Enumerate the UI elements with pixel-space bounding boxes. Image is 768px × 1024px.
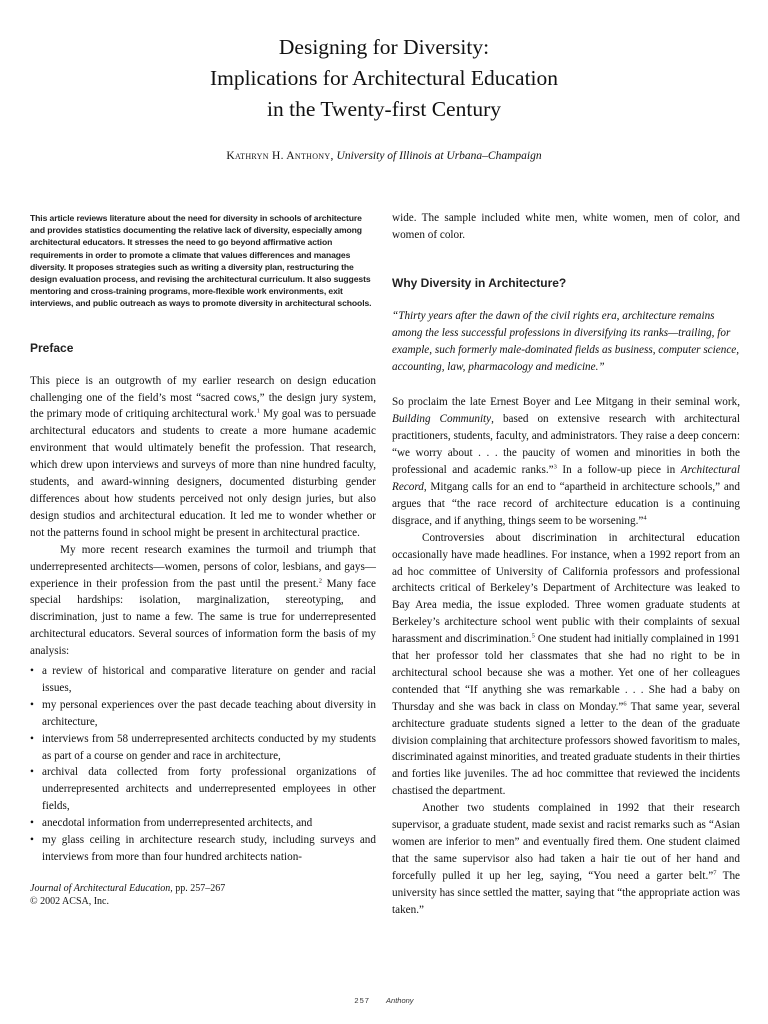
footnote-ref[interactable]: 7 — [713, 869, 717, 877]
list-item-text: interviews from 58 underrepresented architects conducted by my students as part of a course on gender and race in architecture, — [42, 732, 376, 762]
why-p2-text-c: That same year, several architecture graduate students signed a letter to the dean of the graduate division complaining that architecture professors showed favoritism to males, discriminated against minorities, and treated graduate students in their thirties and forties like juveniles. The ad hoc committee that reviewed the incidents chastised the department. — [392, 700, 740, 798]
book-title: Building Community — [392, 413, 492, 426]
continuation-paragraph: wide. The sample included white men, white women, men of color, and women of color. — [392, 212, 740, 241]
list-item-text: archival data collected from forty professional organizations of underrepresented architects and underrepresented employees in other fields, — [42, 766, 376, 813]
footnote-ref[interactable]: 5 — [531, 632, 535, 640]
magazine-title: Architectural Record — [392, 464, 740, 493]
why-paragraph-1 — [392, 394, 740, 529]
preface-p2-text: My more recent research examines the turmoil and triumph that underrepresented architects—women, persons of color, lesbians, and gays—experience in their profession from the past until the present. — [30, 543, 376, 590]
title-line-1: Designing for Diversity: — [278, 35, 490, 59]
bullet-icon: • — [30, 732, 34, 745]
why-p1-text-b: , based on extensive research with architectural practitioners, students, faculty, and administrators. They raise a deep concern: “we worry about . . . the paucity of women and minorities in both the professional and academic ranks.” — [392, 413, 740, 477]
bullet-icon: • — [30, 817, 34, 830]
footnote-ref[interactable]: 3 — [553, 463, 557, 471]
right-column — [392, 212, 740, 919]
author-line — [0, 150, 768, 162]
why-paragraph-3 — [392, 800, 740, 918]
list-item-text: anecdotal information from underrepresented architects, and — [42, 817, 313, 830]
list-item — [30, 663, 376, 697]
list-item-text: my glass ceiling in architecture research study, including surveys and interviews from more than four hundred architects nation- — [42, 834, 376, 863]
bullet-icon: • — [30, 698, 34, 711]
preface-heading: Preface — [30, 340, 74, 355]
copyright: © 2002 ACSA, Inc. — [30, 895, 109, 907]
list-item — [30, 731, 376, 765]
list-item — [30, 815, 376, 832]
preface-p1-text: This piece is an outgrowth of my earlier research on design education challenging one of the field’s most “sacred cows,” the design jury system, the primary mode of critiquing architectural work. — [30, 374, 376, 421]
journal-citation — [30, 882, 376, 908]
footnote-ref[interactable]: 1 — [256, 407, 261, 415]
page-number: 257 — [354, 996, 370, 1005]
author-affiliation: University of Illinois at Urbana–Champaign — [336, 150, 542, 162]
bullet-icon: • — [30, 834, 34, 847]
preface-paragraph-2 — [30, 542, 376, 660]
why-p1-text-a: So proclaim the late Ernest Boyer and Lee Mitgang in their seminal work, — [392, 396, 740, 409]
preface-paragraph-1 — [30, 373, 376, 542]
section-heading-why-diversity: Why Diversity in Architecture? — [392, 275, 567, 290]
preface-p2-text-b: Many face special hardships: isolation, marginalization, stereotyping, and discrimination, just to name a few. The same is true for underrepresented architectural educators. Several sources of information form the basis of my analysis: — [30, 577, 376, 658]
why-p2-text-b: One student had initially complained in 1991 that her professor told her classmates that she had no right to be in architectural school because she was a mother. Yet one of her colleagues contended that “If anything she was remarkable . . . She had a baby on Thursday and she was back in class on Monday.” — [392, 633, 740, 713]
abstract: This article reviews literature about the need for diversity in schools of architecture and provides statistics documenting the relative lack of diversity, especially among architectural educators. It stresses the need to go beyond affirmative action requirements in order to promote a climate that values differences and manages diversity. It proposes strategies such as writing a diversity plan, restructuring the design evaluation process, and revising the architectural curriculum. It also suggests mentoring and cross-training programs, more-flexible work environments, exit interviews, and public outreach as ways to promote diversity in architectural schools. — [30, 213, 372, 309]
title-line-3: in the Twenty-first Century — [267, 97, 501, 121]
list-item — [30, 764, 376, 815]
bullet-icon: • — [30, 766, 34, 779]
footnote-ref[interactable]: 6 — [623, 700, 627, 708]
why-paragraph-2 — [392, 530, 740, 801]
bullet-icon: • — [30, 665, 34, 678]
footnote-ref[interactable]: 2 — [318, 576, 322, 584]
why-p3-text-b: The university has since settled the matter, saying that “the appropriate action was taken.” — [392, 869, 740, 916]
list-item — [30, 832, 376, 866]
left-column — [30, 212, 376, 908]
title-line-2: Implications for Architectural Education — [209, 66, 559, 90]
list-item-text: my personal experiences over the past decade teaching about diversity in architecture, — [42, 698, 376, 728]
preface-p1-text-b: My goal was to persuade architectural educators and students to create a more humane academic environment that would ultimately benefit the profession. That research, which drew upon interviews and surveys of more than nine hundred faculty, students, and award-winning designers, documented disturbing gender differences about how students perceived not only design juries, but also design studios and architectural education. It led me to wonder whether or not the patterns found in school might be present in architectural practice. — [30, 408, 376, 539]
list-item-text: a review of historical and comparative literature on gender and racial issues, — [42, 665, 376, 694]
running-author: Anthony — [386, 996, 414, 1005]
sources-list — [30, 663, 376, 866]
page-footer — [0, 996, 768, 1005]
epigraph-quote: “Thirty years after the dawn of the civil rights era, architecture remains among the less successful professions in diversifying its ranks—trailing, for example, such formerly male-dominated fields as business, computer science, accounting, law, pharmacology and medicine.” — [392, 309, 740, 373]
why-p1-text-c: In a follow-up piece in — [556, 464, 681, 477]
article-title — [0, 32, 768, 125]
why-p1-text-d: , Mitgang calls for an end to “apartheid in architecture schools,” and argues that “the race record of architecture education is a continuing disgrace, and if anything, things seem to be worsening.” — [392, 480, 740, 527]
author-name: Kathryn H. Anthony, — [226, 150, 334, 162]
journal-line — [30, 882, 376, 895]
why-p3-text-a: Another two students complained in 1992 that their research supervisor, a graduate student, made sexist and racist remarks such as “Asian women are inferior to men” and eventually fired them. One student claimed that the same supervisor also had taken a hair tie out of her hand and forcefully pulled it up her leg, saying, “You need a garter belt.” — [392, 802, 740, 882]
footnote-ref[interactable]: 4 — [643, 514, 647, 522]
journal-name: Journal of Architectural Education, — [30, 882, 173, 894]
list-item — [30, 697, 376, 731]
journal-pages: pp. 257–267 — [172, 882, 226, 894]
why-p2-text-a: Controversies about discrimination in architectural education occasionally have made headlines. For instance, when a 1992 report from an ad hoc committee of University of California professors and professional architects critical of Berkeley’s Department of Architecture was leaked to Bay Area media, the issue exploded. Three women graduate students at Berkeley’s architecture school went public with their complaints of sexual harassment and discrimination. — [392, 531, 740, 646]
